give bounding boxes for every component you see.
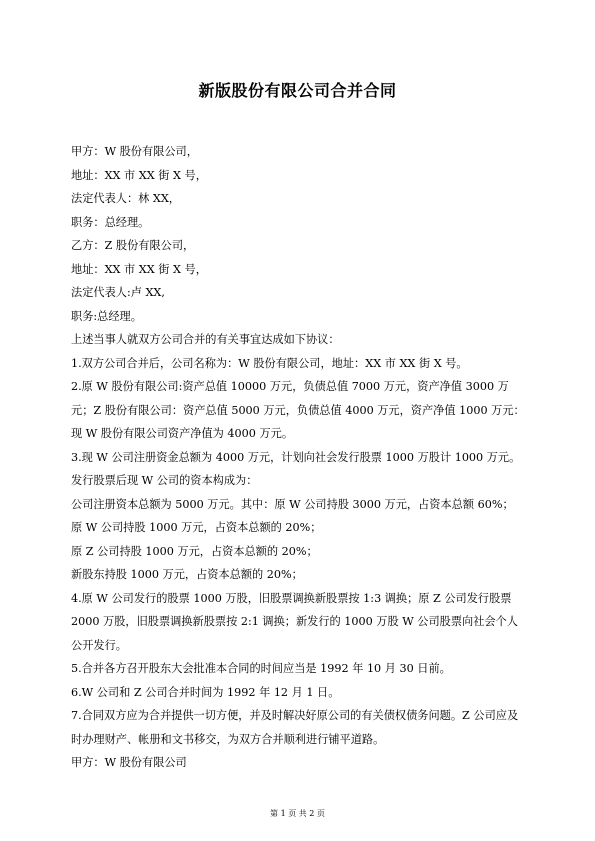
- clause-6: 6.W 公司和 Z 公司合并时间为 1992 年 12 月 1 日。: [71, 685, 340, 699]
- capital-new-share: 新股东持股 1000 万元，占资本总额的 20%；: [71, 568, 303, 581]
- party-b-representative: 法定代表人:卢 XX,: [71, 286, 165, 299]
- clause-5: 5.合并各方召开股东大会批准本合同的时间应当是 1992 年 10 月 30 日前。: [71, 662, 451, 675]
- party-a-name: 甲方：W 股份有限公司，: [71, 145, 198, 158]
- clause-7: 7.合同双方应为合并提供一切方便，并及时解决好原公司的有关债权债务问题。Z 公司应及时办理财产、帐册和文书移交，为双方合并顺利进行铺平道路。: [71, 709, 519, 746]
- party-b-address: 地址：XX 市 XX 街 X 号，: [71, 262, 207, 276]
- page-title: 新版股份有限公司合并合同: [198, 81, 397, 100]
- signature-party-a: 甲方：W 股份有限公司: [71, 756, 187, 769]
- contract-body: [71, 140, 526, 775]
- clause-2: 2.原 W 股份有限公司:资产总值 10000 万元，负债总值 7000 万元，资产净值 3000 万元；Z 股份有限公司：资产总值 5000 万元，负债总值 4000 万元，资产净值 1000 万元：现 W 股份有限公司资产净值为 4000 万元。: [71, 380, 525, 440]
- party-a-representative: 法定代表人：林 XX，: [71, 192, 180, 205]
- party-a-address: 地址：XX 市 XX 街 X 号，: [71, 168, 207, 182]
- capital-w-share: 原 W 公司持股 1000 万元，占资本总额的 20%；: [71, 521, 322, 534]
- party-a-position: 职务：总经理。: [71, 215, 150, 229]
- clause-1: 1.双方公司合并后，公司名称为：W 股份有限公司，地址：XX 市 XX 街 X 号。: [71, 356, 468, 370]
- capital-z-share: 原 Z 公司持股 1000 万元，占资本总额的 20%；: [71, 544, 318, 558]
- party-b-name: 乙方：Z 股份有限公司，: [71, 239, 195, 252]
- clause-4: 4.原 W 公司发行的股票 1000 万股，旧股票调换新股票按 1:3 调换；原 Z 公司发行股票 2000 万股，旧股票调换新股票按 2:1 调换；新发行的 1000 万股 W 公司股票向社会个人公开发行。: [71, 591, 518, 652]
- capital-total: 公司注册资本总额为 5000 万元。其中：原 W 公司持股 3000 万元，占资本总额 60%；: [71, 497, 514, 511]
- party-b-position: 职务:总经理。: [71, 309, 142, 323]
- agreement-intro: 上述当事人就双方公司合并的有关事宜达成如下协议：: [71, 333, 340, 346]
- clause-3: 3.现 W 公司注册资金总额为 4000 万元，计划向社会发行股票 1000 万股计 1000 万元。: [71, 450, 521, 464]
- page-number: 第 1 页 共 2 页: [270, 809, 325, 818]
- capital-structure-intro: 发行股票后现 W 公司的资本构成为：: [71, 474, 258, 487]
